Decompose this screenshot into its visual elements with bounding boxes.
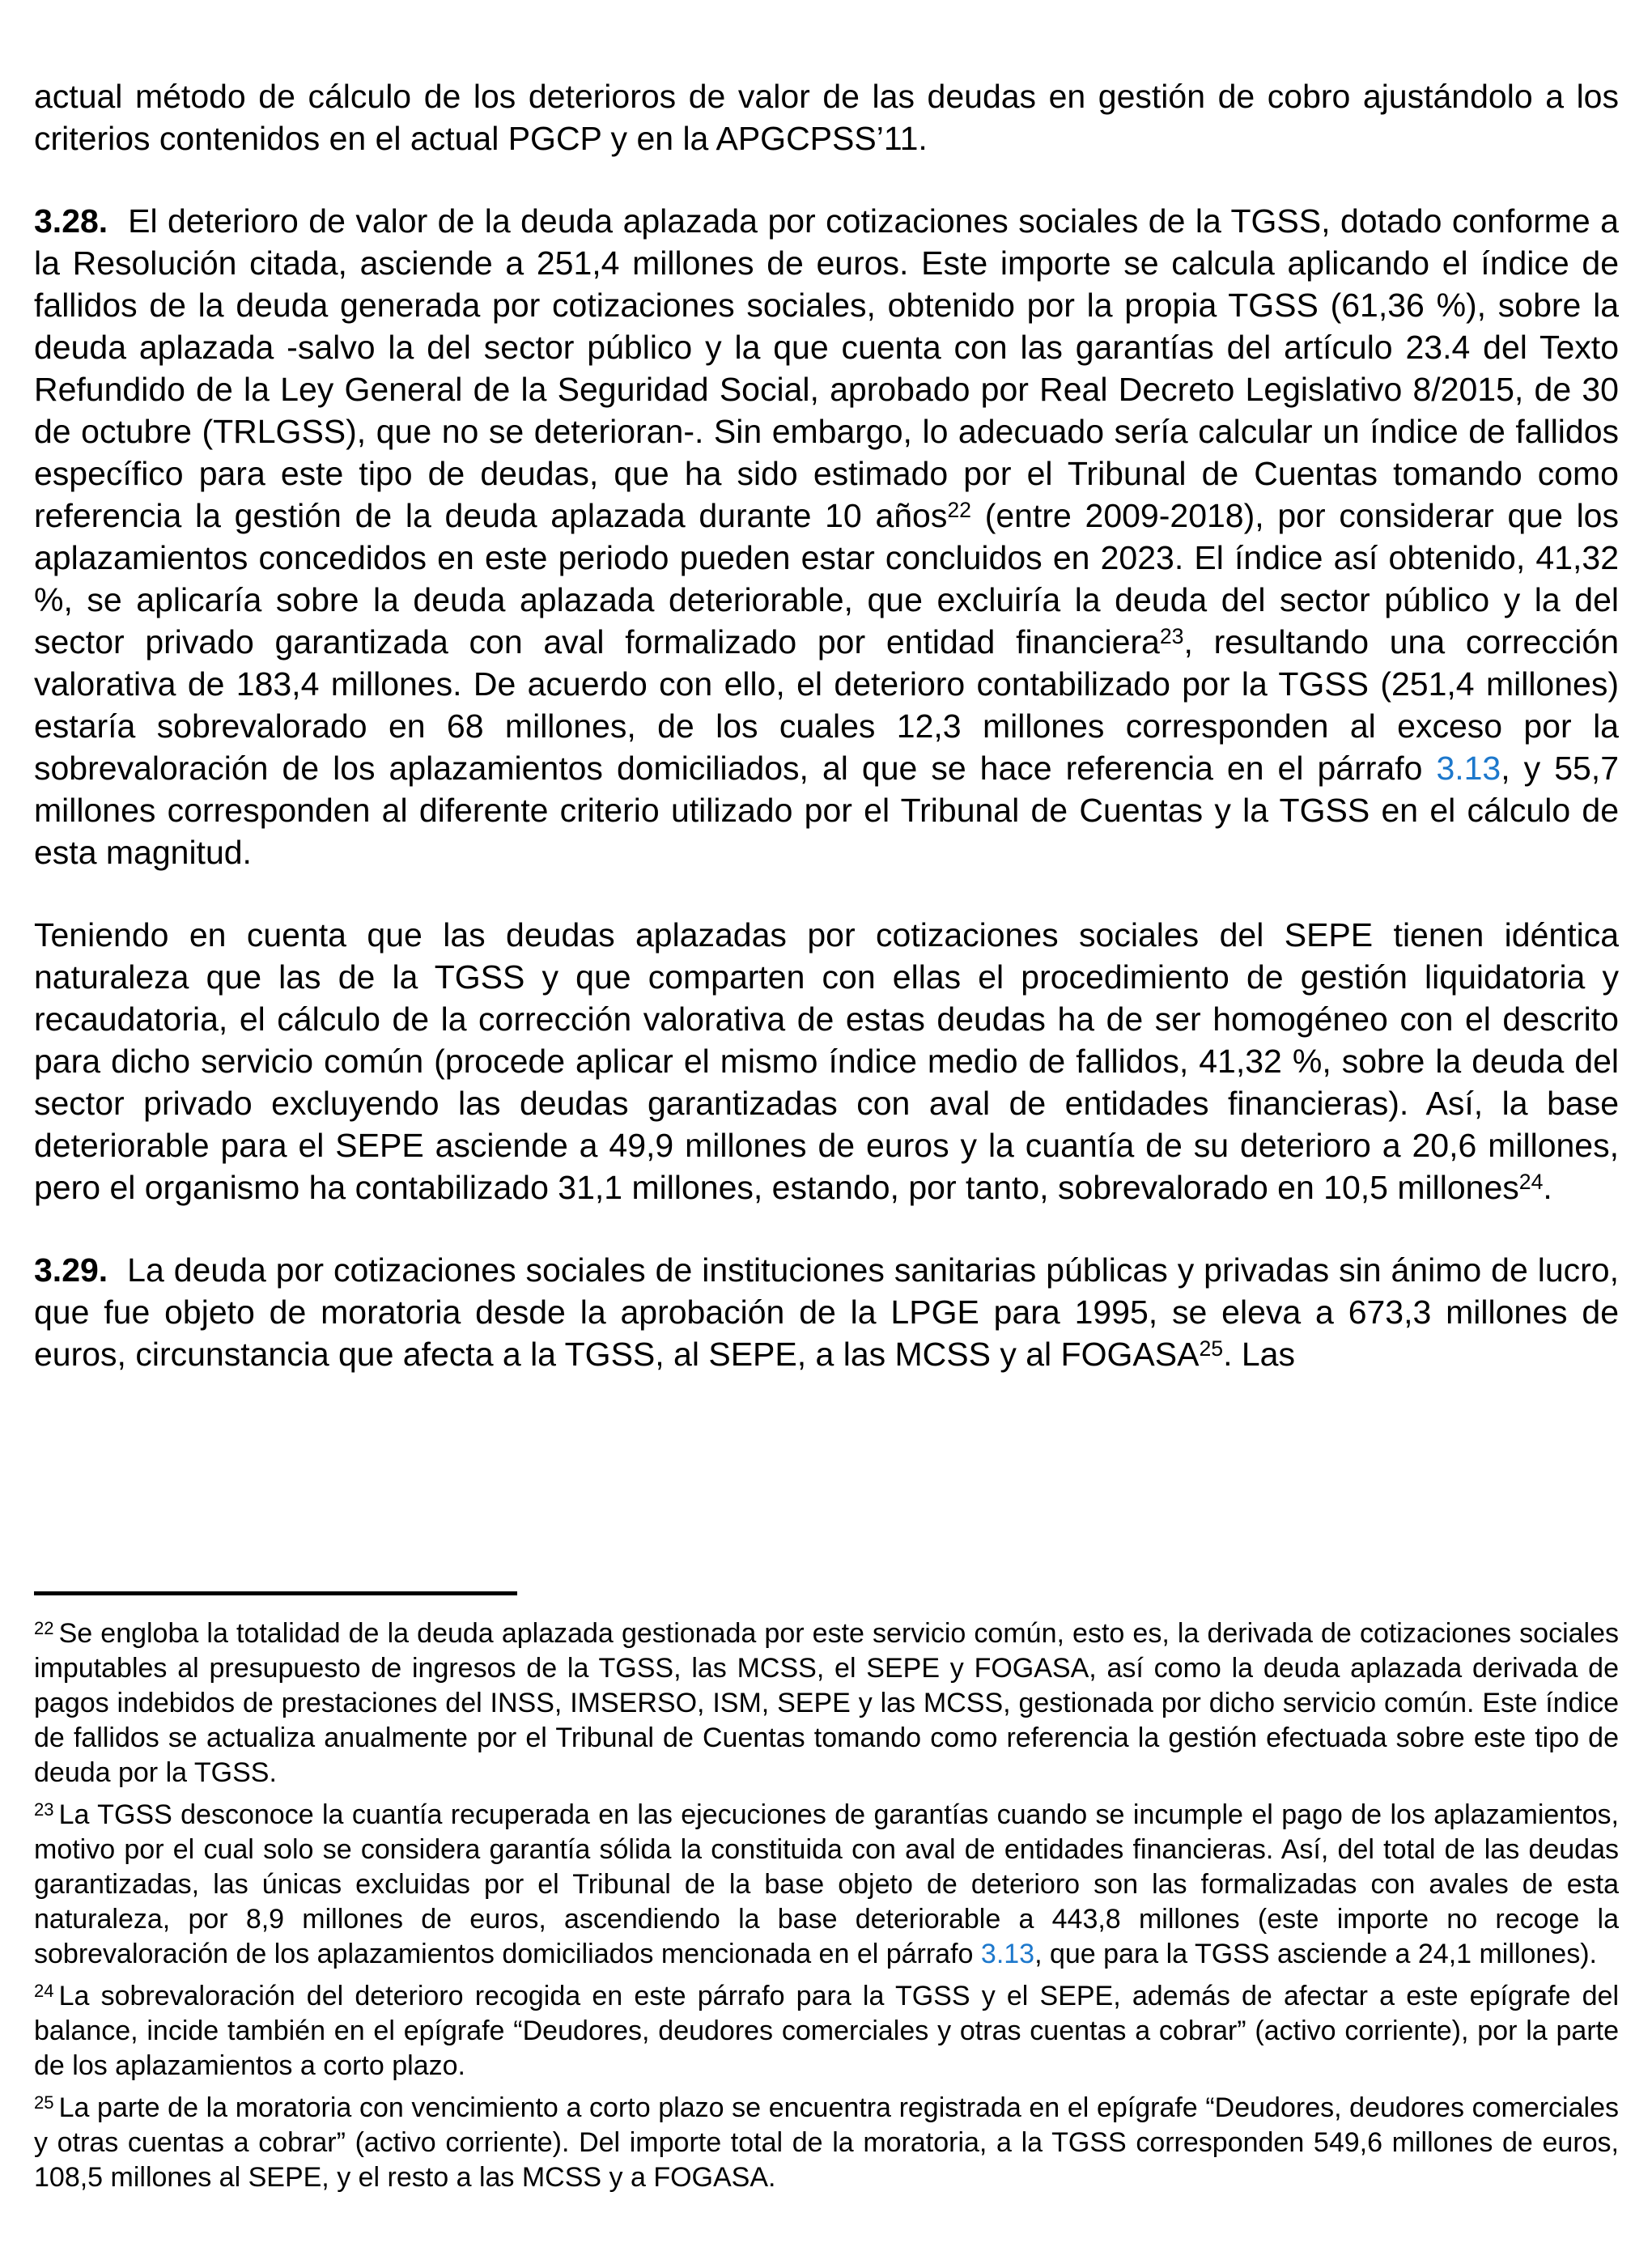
footnote-number: 22 xyxy=(34,1618,54,1639)
text-run: , y 55,7 millones corresponden al diferente criterio utilizado por el Tribunal de Cuentas y la TGSS en el cálculo de esta magnitud. xyxy=(34,750,1619,871)
footnote-reference: 24 xyxy=(1518,1170,1544,1195)
paragraph-continuation xyxy=(34,75,1619,159)
footnotes-section xyxy=(34,1591,1619,2202)
text-run: actual método de cálculo de los deterioros de valor de las deudas en gestión de cobro ajustándolo a los criterios contenidos en el actual PGCP y en la APGCPSS’11. xyxy=(34,78,1619,157)
footnote-number: 24 xyxy=(34,1981,54,2002)
footnote-separator xyxy=(34,1591,517,1595)
footnote-reference: 23 xyxy=(1159,624,1184,649)
text-run: La deuda por cotizaciones sociales de instituciones sanitarias públicas y privadas sin ánimo de lucro, que fue objeto de moratoria desde la aprobación de la LPGE para 1995, se eleva a 673,3 millones de euros, circunstancia que afecta a la TGSS, al SEPE, a las MCSS y al FOGASA xyxy=(34,1251,1619,1373)
text-run: 3.28. xyxy=(34,202,108,240)
paragraph-teniendo xyxy=(34,914,1619,1208)
paragraph-3-28 xyxy=(34,200,1619,873)
text-run: La parte de la moratoria con vencimiento a corto plazo se encuentra registrada en el epígrafe “Deudores, deudores comerciales y otras cuentas a cobrar” (activo corriente). Del importe total de la moratoria, a la TGSS corresponden 549,6 millones de euros, 108,5 millones al SEPE, y el resto a las MCSS y a FOGASA. xyxy=(34,2092,1619,2193)
text-run: La TGSS desconoce la cuantía recuperada en las ejecuciones de garantías cuando se incumple el pago de los aplazamientos, motivo por el cual solo se considera garantía sólida la constituida con aval de entidades financieras. Así, del total de las deudas garantizadas, las únicas excluidas por el Tribunal de la base objeto de deterioro son las formalizadas con avales de esta naturaleza, por 8,9 millones de euros, ascendiendo la base deteriorable a 443,8 millones (este importe no recoge la sobrevaloración de los aplazamientos domiciliados mencionada en el párrafo xyxy=(34,1799,1619,1969)
footnote-number: 25 xyxy=(34,2092,54,2113)
link-3-13-paragraph-3-28[interactable]: 3.13 xyxy=(1436,750,1501,787)
text-run: Se engloba la totalidad de la deuda aplazada gestionada por este servicio común, esto es, la derivada de cotizaciones sociales imputables al presupuesto de ingresos de la TGSS, las MCSS, el SEPE y FOGASA, así como la deuda aplazada derivada de pagos indebidos de prestaciones del INSS, IMSERSO, ISM, SEPE y las MCSS, gestionada por dicho servicio común. Este índice de fallidos se actualiza anualmente por el Tribunal de Cuentas tomando como referencia la gestión efectuada sobre este tipo de deuda por la TGSS. xyxy=(34,1618,1619,1788)
text-run: El deterioro de valor de la deuda aplazada por cotizaciones sociales de la TGSS, dotado conforme a la Resolución citada, asciende a 251,4 millones de euros. Este importe se calcula aplicando el índice de fallidos de la deuda generada por cotizaciones sociales, obtenido por la propia TGSS (61,36 %), sobre la deuda aplazada -salvo la del sector público y la que cuenta con las garantías del artículo 23.4 del Texto Refundido de la Ley General de la Seguridad Social, aprobado por Real Decreto Legislativo 8/2015, de 30 de octubre (TRLGSS), que no se deterioran-. Sin embargo, lo adecuado sería calcular un índice de fallidos específico para este tipo de deudas, que ha sido estimado por el Tribunal de Cuentas tomando como referencia la gestión de la deuda aplazada durante 10 años xyxy=(34,202,1619,534)
footnote-25 xyxy=(34,2091,1619,2195)
text-run: . xyxy=(1543,1169,1552,1206)
text-run: La sobrevaloración del deterioro recogida en este párrafo para la TGSS y el SEPE, además de afectar a este epígrafe del balance, incide también en el epígrafe “Deudores, deudores comerciales y otras cuentas a cobrar” (activo corriente), por la parte de los aplazamientos a corto plazo. xyxy=(34,1981,1619,2081)
paragraph-3-29 xyxy=(34,1249,1619,1375)
text-run: , que para la TGSS asciende a 24,1 millones). xyxy=(1034,1939,1597,1969)
text-run: (entre 2009-2018), por considerar que los aplazamientos concedidos en este periodo pueden estar concluidos en 2023. El índice así obtenido, 41,32 %, se aplicaría sobre la deuda aplazada deteriorable, que excluiría la deuda del sector público y la del sector privado garantizada con aval formalizado por entidad financiera xyxy=(34,497,1619,661)
text-run: , resultando una corrección valorativa de 183,4 millones. De acuerdo con ello, el deterioro contabilizado por la TGSS (251,4 millones) estaría sobrevalorado en 68 millones, de los cuales 12,3 millones corresponden al exceso por la sobrevaloración de los aplazamientos domiciliados, al que se hace referencia en el párrafo xyxy=(34,623,1619,787)
footnote-reference: 25 xyxy=(1199,1336,1224,1361)
text-run: . Las xyxy=(1223,1336,1295,1373)
footnote-list xyxy=(34,1616,1619,2195)
footnote-24 xyxy=(34,1979,1619,2083)
footnote-reference: 22 xyxy=(947,498,971,523)
footnote-23 xyxy=(34,1798,1619,1972)
footnote-22 xyxy=(34,1616,1619,1790)
link-3-13-footnote-23[interactable]: 3.13 xyxy=(980,1939,1035,1969)
text-run: 3.29. xyxy=(34,1251,108,1289)
body-content xyxy=(34,75,1619,1375)
footnote-number: 23 xyxy=(34,1799,54,1820)
text-run: Teniendo en cuenta que las deudas aplazadas por cotizaciones sociales del SEPE tienen idéntica naturaleza que las de la TGSS y que comparten con ellas el procedimiento de gestión liquidatoria y recaudatoria, el cálculo de la corrección valorativa de estas deudas ha de ser homogéneo con el descrito para dicho servicio común (procede aplicar el mismo índice medio de fallidos, 41,32 %, sobre la deuda del sector privado excluyendo las deudas garantizadas con aval de entidades financieras). Así, la base deteriorable para el SEPE asciende a 49,9 millones de euros y la cuantía de su deterioro a 20,6 millones, pero el organismo ha contabilizado 31,1 millones, estando, por tanto, sobrevalorado en 10,5 millones xyxy=(34,916,1619,1206)
